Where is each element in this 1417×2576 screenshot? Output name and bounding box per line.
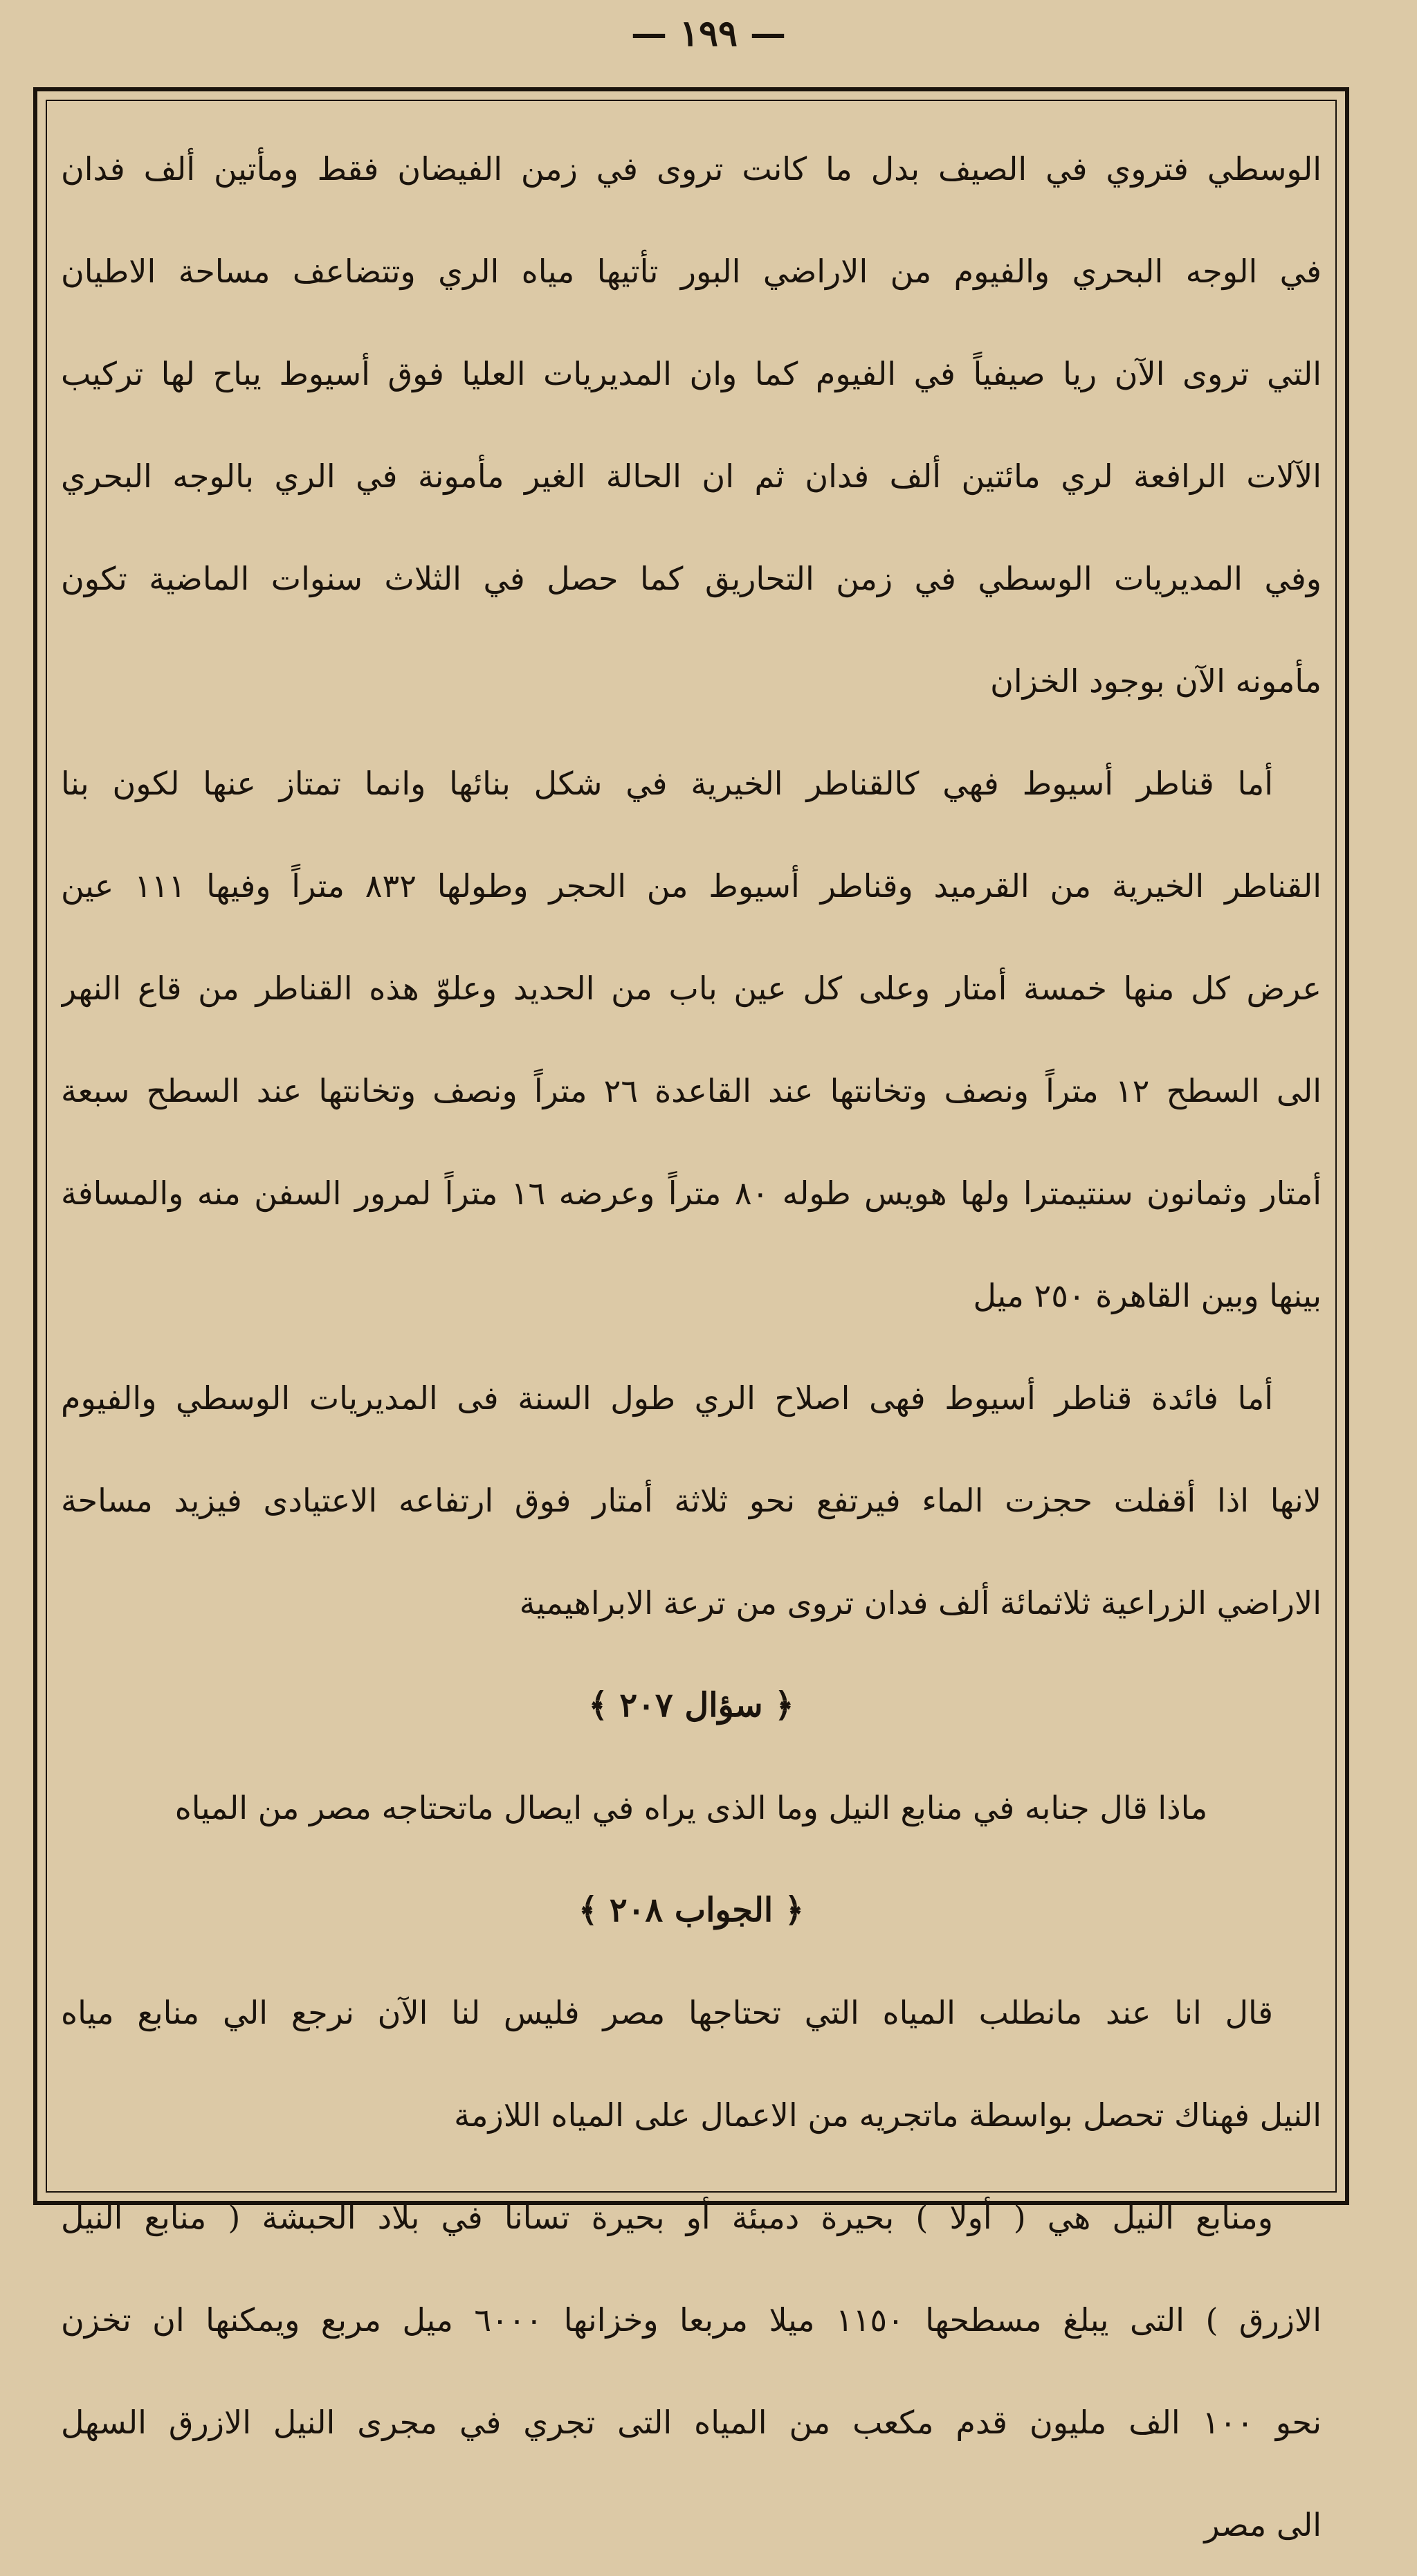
question-text: ماذا قال جنابه في منابع النيل وما الذى يراه في ايصال ماتحتاجه مصر من المياه (174, 1789, 1208, 1826)
text-line: وفي المديريات الوسطي في زمن التحاريق كما حصل في الثلاث سنوات الماضية تكون (61, 560, 1322, 597)
page-body (61, 118, 1322, 2576)
text-line: في الوجه البحري والفيوم من الاراضي البور تأتيها مياه الري وتتضاعف مساحة الاطيان (61, 253, 1322, 290)
text-line: قال انا عند مانطلب المياه التي تحتاجها مصر فليس لنا الآن نرجع الي منابع مياه (61, 1994, 1273, 2031)
text-line: أما قناطر أسيوط فهي كالقناطر الخيرية في شكل بنائها وانما تمتاز عنها لكون بنا (61, 765, 1273, 802)
text-line: أما فائدة قناطر أسيوط فهى اصلاح الري طول السنة فى المديريات الوسطي والفيوم (61, 1379, 1273, 1417)
text-line: التي تروى الآن ريا صيفياً في الفيوم كما وان المديريات العليا فوق أسيوط يباح لها تركيب (61, 355, 1322, 392)
text-line: ومنابع النيل هي ( أولا ) بحيرة دمبئة أو بحيرة تسانا في بلاد الحبشة ( منابع النيل (61, 2199, 1273, 2236)
question-heading: ﴿ سؤال ٢٠٧ ﴾ (588, 1686, 794, 1725)
text-line: الى مصر (1204, 2506, 1322, 2543)
text-line: القناطر الخيرية من القرميد وقناطر أسيوط من الحجر وطولها ٨٣٢ متراً وفيها ١١١ عين (61, 867, 1322, 905)
text-line: الآلات الرافعة لري مائتين ألف فدان ثم ان الحالة الغير مأمونة في الري بالوجه البحري (61, 457, 1322, 495)
text-line: بينها وبين القاهرة ٢٥٠ ميل (973, 1277, 1322, 1314)
text-line: أمتار وثمانون سنتيمترا ولها هويس طوله ٨٠ متراً وعرضه ١٦ متراً لمرور السفن منه والمسافة (61, 1174, 1322, 1212)
answer-heading: ﴿ الجواب ٢٠٨ ﴾ (578, 1891, 804, 1930)
text-line: الاراضي الزراعية ثلاثمائة ألف فدان تروى من ترعة الابراهيمية (519, 1584, 1322, 1622)
text-line: الوسطي فتروي في الصيف بدل ما كانت تروى في زمن الفيضان فقط ومأتين ألف فدان (61, 150, 1322, 188)
text-line: عرض كل منها خمسة أمتار وعلى كل عين باب من الحديد وعلوّ هذه القناطر من قاع النهر (61, 970, 1322, 1007)
text-line: الازرق ) التى يبلغ مسطحها ١١٥٠ ميلا مربعا وخزانها ٦٠٠٠ ميل مربع ويمكنها ان تخزن (61, 2301, 1322, 2339)
text-line: الى السطح ١٢ متراً ونصف وتخانتها عند القاعدة ٢٦ متراً ونصف وتخانتها عند السطح سبعة (61, 1072, 1322, 1109)
text-line: نحو ١٠٠ الف مليون قدم مكعب من المياه التى تجري في مجرى النيل الازرق السهل (61, 2404, 1322, 2441)
text-line: لانها اذا أقفلت حجزت الماء فيرتفع نحو ثلاثة أمتار فوق ارتفاعه الاعتيادى فيزيد مساحة (61, 1482, 1322, 1519)
text-line: النيل فهناك تحصل بواسطة ماتجريه من الاعمال على المياه اللازمة (454, 2096, 1322, 2134)
text-line: مأمونه الآن بوجود الخزان (990, 662, 1322, 700)
page-number: — ١٩٩ — (630, 12, 786, 55)
